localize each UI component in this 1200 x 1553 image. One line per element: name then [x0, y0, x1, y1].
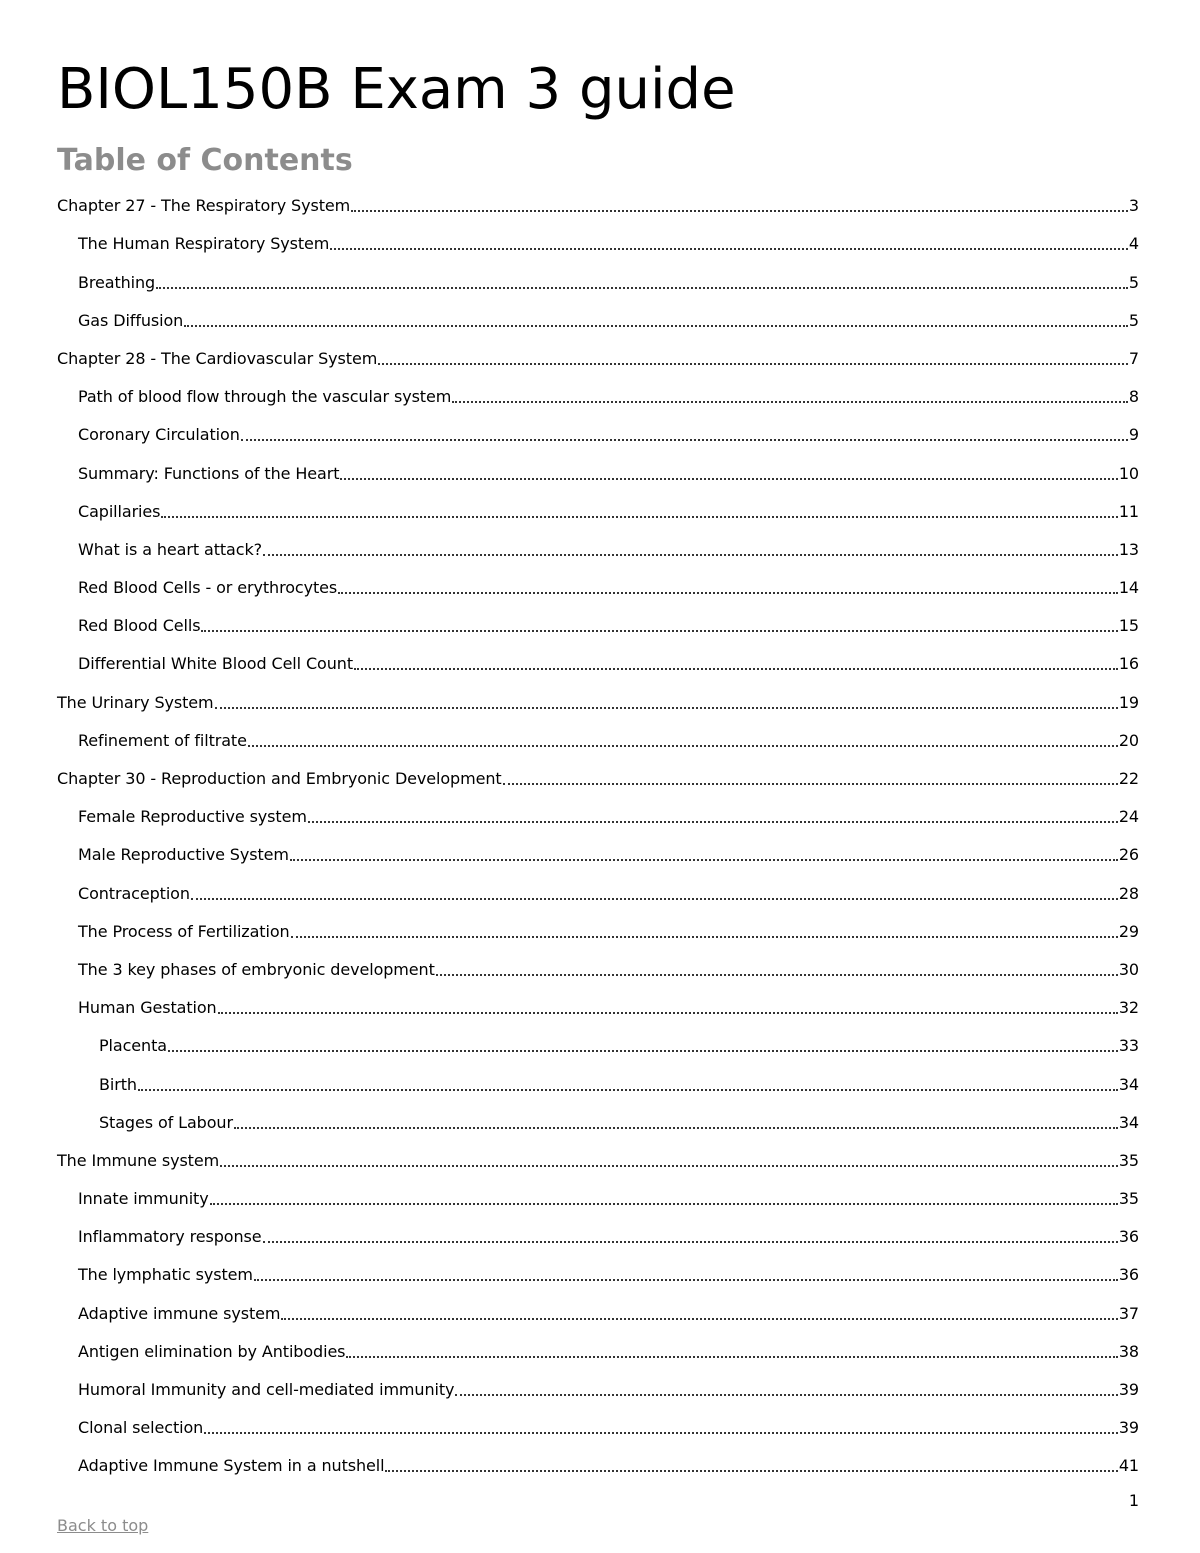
toc-entry-label: Red Blood Cells — [78, 616, 201, 636]
toc-entry[interactable] — [57, 1095, 1139, 1133]
toc-entry-page: 19 — [1118, 692, 1139, 712]
toc-entry[interactable] — [57, 1362, 1139, 1400]
toc-entry-label: Male Reproductive System — [78, 845, 289, 865]
dot-leader — [241, 439, 1128, 441]
toc-entry-label: Chapter 30 - Reproduction and Embryonic Development — [57, 769, 502, 788]
toc-entry-label: Human Gestation — [78, 998, 217, 1018]
toc-entry[interactable] — [57, 484, 1139, 522]
toc-entry[interactable] — [57, 254, 1139, 292]
dot-leader — [452, 401, 1128, 403]
toc-entry-label: Female Reproductive system — [78, 807, 307, 827]
toc-entry-page: 13 — [1118, 539, 1139, 559]
toc-entry-label: The Process of Fertilization — [78, 921, 290, 941]
toc-entry[interactable] — [57, 980, 1139, 1018]
toc-entry[interactable] — [57, 1018, 1139, 1056]
toc-entry[interactable] — [57, 674, 1139, 712]
toc-entry[interactable] — [57, 1324, 1139, 1362]
toc-entry-label: Adaptive immune system — [78, 1303, 281, 1323]
toc-entry-page: 36 — [1118, 1227, 1139, 1247]
toc-entry-page: 7 — [1128, 348, 1139, 368]
toc-entry-label: Contraception — [78, 883, 190, 903]
toc-heading: Table of Contents — [57, 143, 353, 178]
toc-entry[interactable] — [57, 789, 1139, 827]
toc-entry-page: 39 — [1118, 1380, 1139, 1399]
dot-leader — [254, 1279, 1118, 1281]
toc-entry-label: What is a heart attack? — [78, 539, 263, 559]
dot-leader — [215, 707, 1118, 709]
toc-entry-page: 37 — [1118, 1303, 1139, 1323]
toc-entry-label: Capillaries — [78, 501, 161, 521]
toc-entry[interactable] — [57, 827, 1139, 865]
dot-leader — [168, 1050, 1118, 1052]
toc-entry-page: 33 — [1118, 1036, 1139, 1056]
dot-leader — [138, 1089, 1118, 1091]
toc-entry-page: 41 — [1118, 1456, 1139, 1476]
toc-entry[interactable] — [57, 1133, 1139, 1171]
toc-entry[interactable] — [57, 1285, 1139, 1323]
toc-entry-label: Adaptive Immune System in a nutshell — [78, 1456, 385, 1476]
toc-entry-page: 9 — [1128, 425, 1139, 445]
toc-entry-page: 8 — [1128, 387, 1139, 407]
page-number: 1 — [1128, 1491, 1139, 1510]
dot-leader — [161, 516, 1117, 518]
toc-entry[interactable] — [57, 369, 1139, 407]
dot-leader — [263, 1241, 1118, 1243]
toc-entry-label: Stages of Labour — [99, 1112, 233, 1132]
toc-entry-page: 39 — [1118, 1418, 1139, 1438]
table-of-contents — [57, 178, 1139, 1476]
dot-leader — [346, 1356, 1117, 1358]
dot-leader — [378, 363, 1128, 365]
toc-entry-page: 28 — [1118, 883, 1139, 903]
toc-entry-label: The Human Respiratory System — [78, 234, 330, 254]
toc-entry-page: 24 — [1118, 807, 1139, 827]
toc-entry-page: 35 — [1118, 1150, 1139, 1170]
dot-leader — [354, 668, 1118, 670]
toc-entry-page: 36 — [1118, 1265, 1139, 1285]
dot-leader — [201, 630, 1117, 632]
toc-entry-page: 34 — [1118, 1112, 1139, 1132]
dot-leader — [385, 1470, 1117, 1472]
toc-entry-label: Red Blood Cells - or erythrocytes — [78, 578, 338, 598]
toc-entry[interactable] — [57, 751, 1139, 789]
toc-entry-page: 38 — [1118, 1341, 1139, 1361]
dot-leader — [503, 783, 1118, 785]
toc-entry[interactable] — [57, 560, 1139, 598]
dot-leader — [308, 821, 1118, 823]
document-title: BIOL150B Exam 3 guide — [57, 57, 736, 122]
toc-entry-label: Inflammatory response — [78, 1227, 262, 1247]
toc-entry-label: Gas Diffusion — [78, 310, 184, 330]
toc-entry-label: The lymphatic system — [78, 1265, 253, 1285]
toc-entry-page: 5 — [1128, 272, 1139, 292]
toc-entry[interactable] — [57, 713, 1139, 751]
dot-leader — [220, 1165, 1118, 1167]
toc-entry-label: Breathing — [78, 272, 156, 292]
toc-entry[interactable] — [57, 178, 1139, 216]
toc-entry-page: 11 — [1118, 501, 1139, 521]
toc-entry-page: 20 — [1118, 730, 1139, 750]
toc-entry-label: Differential White Blood Cell Count — [78, 654, 354, 674]
toc-entry[interactable] — [57, 942, 1139, 980]
dot-leader — [156, 287, 1128, 289]
dot-leader — [218, 1012, 1118, 1014]
toc-entry-label: Summary: Functions of the Heart — [78, 463, 340, 483]
toc-entry-label: Coronary Circulation — [78, 425, 240, 445]
toc-entry-page: 3 — [1128, 196, 1139, 216]
toc-entry-label: The Immune system — [57, 1150, 220, 1170]
dot-leader — [340, 478, 1117, 480]
toc-entry[interactable] — [57, 293, 1139, 331]
toc-entry-label: The Urinary System — [57, 692, 214, 712]
dot-leader — [436, 974, 1118, 976]
toc-entry-page: 32 — [1118, 998, 1139, 1018]
toc-entry-label: Clonal selection — [78, 1418, 204, 1438]
toc-entry-label: Placenta — [99, 1036, 167, 1056]
toc-entry-page: 35 — [1118, 1189, 1139, 1209]
dot-leader — [330, 248, 1128, 250]
toc-entry-label: The 3 key phases of embryonic development — [78, 959, 435, 979]
toc-entry-page: 30 — [1118, 959, 1139, 979]
toc-entry-page: 22 — [1118, 769, 1139, 788]
toc-entry-page: 29 — [1118, 921, 1139, 941]
dot-leader — [281, 1318, 1117, 1320]
toc-entry[interactable] — [57, 407, 1139, 445]
toc-entry-page: 10 — [1118, 463, 1139, 483]
dot-leader — [210, 1203, 1118, 1205]
toc-entry[interactable] — [57, 1209, 1139, 1247]
toc-entry[interactable] — [57, 445, 1139, 483]
toc-entry-label: Refinement of filtrate — [78, 730, 247, 750]
toc-entry[interactable] — [57, 1056, 1139, 1094]
dot-leader — [351, 210, 1128, 212]
toc-entry-label: Antigen elimination by Antibodies — [78, 1341, 346, 1361]
toc-entry[interactable] — [57, 216, 1139, 254]
toc-entry[interactable] — [57, 331, 1139, 369]
toc-entry-page: 4 — [1128, 234, 1139, 254]
toc-entry-page: 5 — [1128, 310, 1139, 330]
toc-entry-label: Chapter 28 - The Cardiovascular System — [57, 348, 378, 368]
toc-entry-page: 26 — [1118, 845, 1139, 865]
dot-leader — [234, 1127, 1118, 1129]
toc-entry-label: Humoral Immunity and cell-mediated immunity — [78, 1380, 455, 1399]
toc-entry[interactable] — [57, 636, 1139, 674]
dot-leader — [290, 859, 1118, 861]
toc-entry[interactable] — [57, 1171, 1139, 1209]
dot-leader — [191, 898, 1118, 900]
toc-entry-label: Chapter 27 - The Respiratory System — [57, 196, 351, 216]
toc-entry-page: 14 — [1118, 578, 1139, 598]
dot-leader — [455, 1394, 1117, 1396]
toc-entry[interactable] — [57, 598, 1139, 636]
dot-leader — [263, 554, 1118, 556]
toc-entry-page: 16 — [1118, 654, 1139, 674]
dot-leader — [338, 592, 1118, 594]
dot-leader — [248, 745, 1118, 747]
toc-entry-label: Birth — [99, 1074, 137, 1094]
back-to-top-link[interactable]: Back to top — [57, 1516, 149, 1535]
toc-entry-page: 15 — [1118, 616, 1139, 636]
toc-entry[interactable] — [57, 904, 1139, 942]
dot-leader — [291, 936, 1118, 938]
toc-entry-label: Innate immunity — [78, 1189, 209, 1209]
toc-entry[interactable] — [57, 865, 1139, 903]
toc-entry[interactable] — [57, 1438, 1139, 1476]
dot-leader — [204, 1432, 1118, 1434]
toc-entry[interactable] — [57, 1247, 1139, 1285]
toc-entry[interactable] — [57, 1400, 1139, 1438]
toc-entry-label: Path of blood flow through the vascular system — [78, 387, 452, 407]
dot-leader — [184, 325, 1128, 327]
toc-entry-page: 34 — [1118, 1074, 1139, 1094]
toc-entry[interactable] — [57, 522, 1139, 560]
